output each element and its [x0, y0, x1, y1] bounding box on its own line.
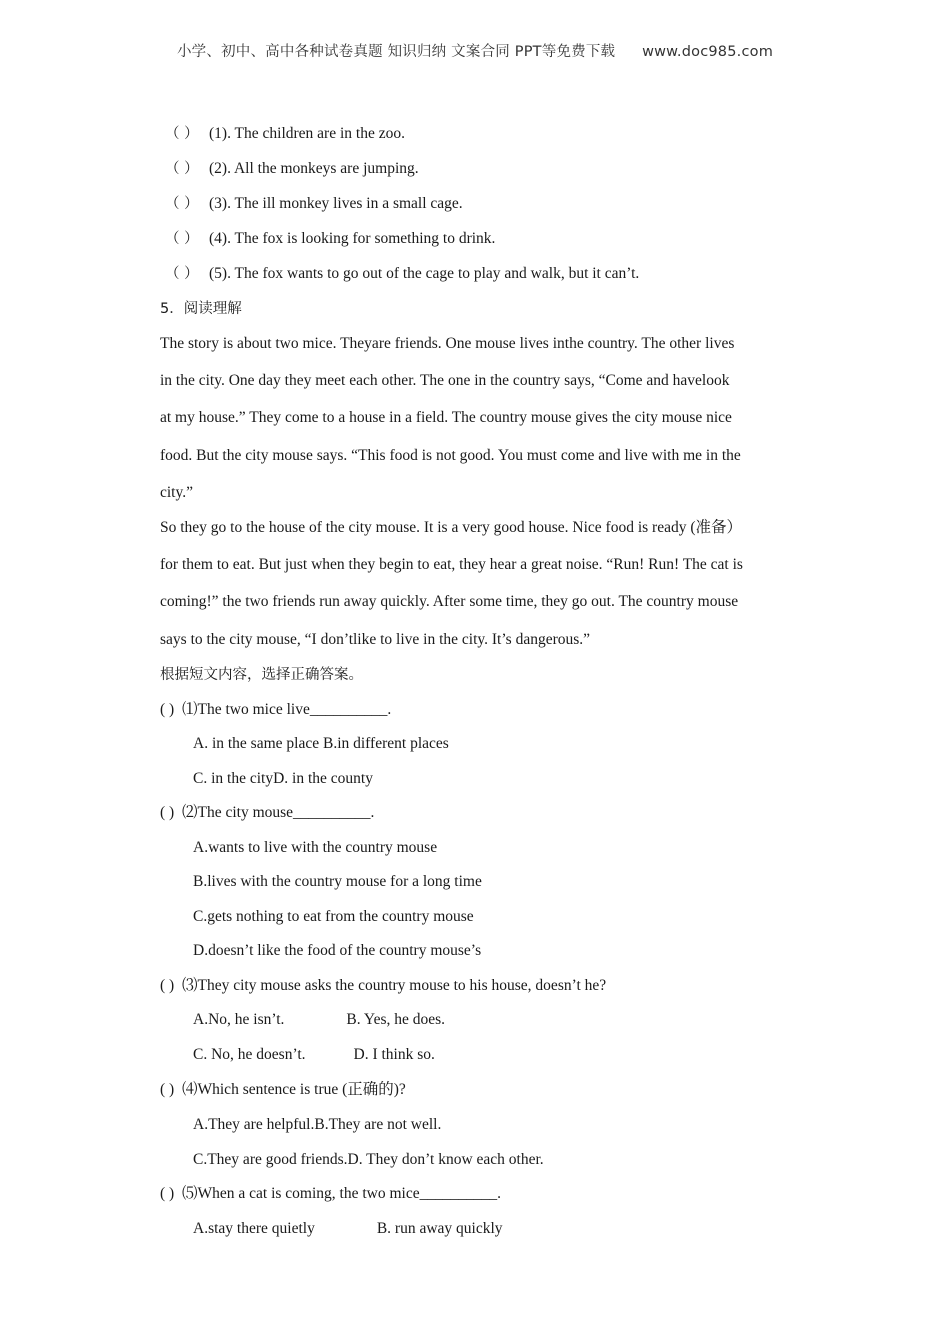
- option-line: B.lives with the country mouse for a long time: [193, 873, 482, 890]
- question-text: ⑴The two mice live__________.: [182, 701, 392, 718]
- option-line: C.gets nothing to eat from the country mouse: [193, 908, 474, 925]
- option-line: A. in the same place B.in different places: [193, 735, 449, 752]
- option-line: D.doesn’t like the food of the country mouse’s: [193, 942, 482, 959]
- question-text: ⑶They city mouse asks the country mouse to his house, doesn’t he?: [182, 977, 607, 994]
- passage-line: at my house.” They come to a house in a field. The country mouse gives the city mouse nice: [160, 409, 732, 426]
- option-b: B. Yes, he does.: [346, 1011, 446, 1028]
- section-heading: 5．阅读理解: [160, 301, 242, 317]
- tf-item: [165, 194, 463, 214]
- tf-text: (4). The fox is looking for something to drink.: [209, 230, 496, 247]
- answer-paren: ( ): [160, 1185, 175, 1202]
- answer-paren: （ ）: [165, 161, 199, 177]
- option-a: A.No, he isn’t.: [193, 1011, 285, 1028]
- question-text: ⑵The city mouse__________.: [182, 804, 375, 821]
- tf-item: [165, 264, 639, 284]
- option-d: D. I think so.: [353, 1046, 435, 1063]
- tf-text: (2). All the monkeys are jumping.: [209, 160, 419, 177]
- answer-paren: （ ）: [165, 266, 199, 282]
- question-text: ⑷Which sentence is true (正确的)?: [182, 1081, 406, 1098]
- option-line: [193, 1045, 435, 1065]
- option-line: C. in the cityD. in the county: [193, 770, 373, 787]
- option-line: A.wants to live with the country mouse: [193, 839, 438, 856]
- question-stem: [160, 1184, 501, 1204]
- tf-text: (1). The children are in the zoo.: [209, 125, 405, 142]
- passage-line: The story is about two mice. Theyare friends. One mouse lives inthe country. The other lives: [160, 335, 735, 352]
- option-line: A.They are helpful.B.They are not well.: [193, 1116, 442, 1133]
- tf-text: (3). The ill monkey lives in a small cage.: [209, 195, 463, 212]
- option-c: C. No, he doesn’t.: [193, 1046, 306, 1063]
- passage-line: food. But the city mouse says. “This food is not good. You must come and live with me in the: [160, 447, 741, 464]
- answer-paren: （ ）: [165, 196, 199, 212]
- instruction: 根据短文内容，选择正确答案。: [160, 667, 363, 683]
- tf-item: [165, 124, 405, 144]
- passage-line: coming!” the two friends run away quickly. After some time, they go out. The country mouse: [160, 593, 739, 610]
- tf-item: [165, 159, 419, 179]
- answer-paren: （ ）: [165, 126, 199, 142]
- header-url: www.doc985.com: [642, 44, 774, 60]
- question-stem: [160, 976, 606, 996]
- passage-line: So they go to the house of the city mouse. It is a very good house. Nice food is ready (准备）: [160, 519, 742, 536]
- option-a: A.stay there quietly: [193, 1220, 315, 1237]
- tf-item: [165, 229, 495, 249]
- option-line: [193, 1010, 445, 1030]
- passage-line: in the city. One day they meet each other. The one in the country says, “Come and havelook: [160, 372, 730, 389]
- answer-paren: ( ): [160, 977, 175, 994]
- passage-line: says to the city mouse, “I don’tlike to live in the city. It’s dangerous.”: [160, 631, 591, 648]
- question-text: ⑸When a cat is coming, the two mice__________.: [182, 1185, 501, 1202]
- header-title: 小学、初中、高中各种试卷真题 知识归纳 文案合同 PPT等免费下载: [176, 44, 616, 60]
- question-stem: [160, 803, 374, 823]
- question-stem: [160, 1080, 406, 1100]
- question-stem: [160, 700, 391, 720]
- answer-paren: （ ）: [165, 231, 199, 247]
- option-line: [193, 1219, 503, 1239]
- option-b: B. run away quickly: [376, 1220, 503, 1237]
- passage-line: for them to eat. But just when they begin to eat, they hear a great noise. “Run! Run! The cat is: [160, 556, 743, 573]
- answer-paren: ( ): [160, 1081, 175, 1098]
- answer-paren: ( ): [160, 804, 175, 821]
- option-line: C.They are good friends.D. They don’t know each other.: [193, 1151, 544, 1168]
- tf-text: (5). The fox wants to go out of the cage to play and walk, but it can’t.: [209, 265, 640, 282]
- passage-line: city.”: [160, 484, 193, 501]
- page-header: [0, 40, 950, 61]
- answer-paren: ( ): [160, 701, 175, 718]
